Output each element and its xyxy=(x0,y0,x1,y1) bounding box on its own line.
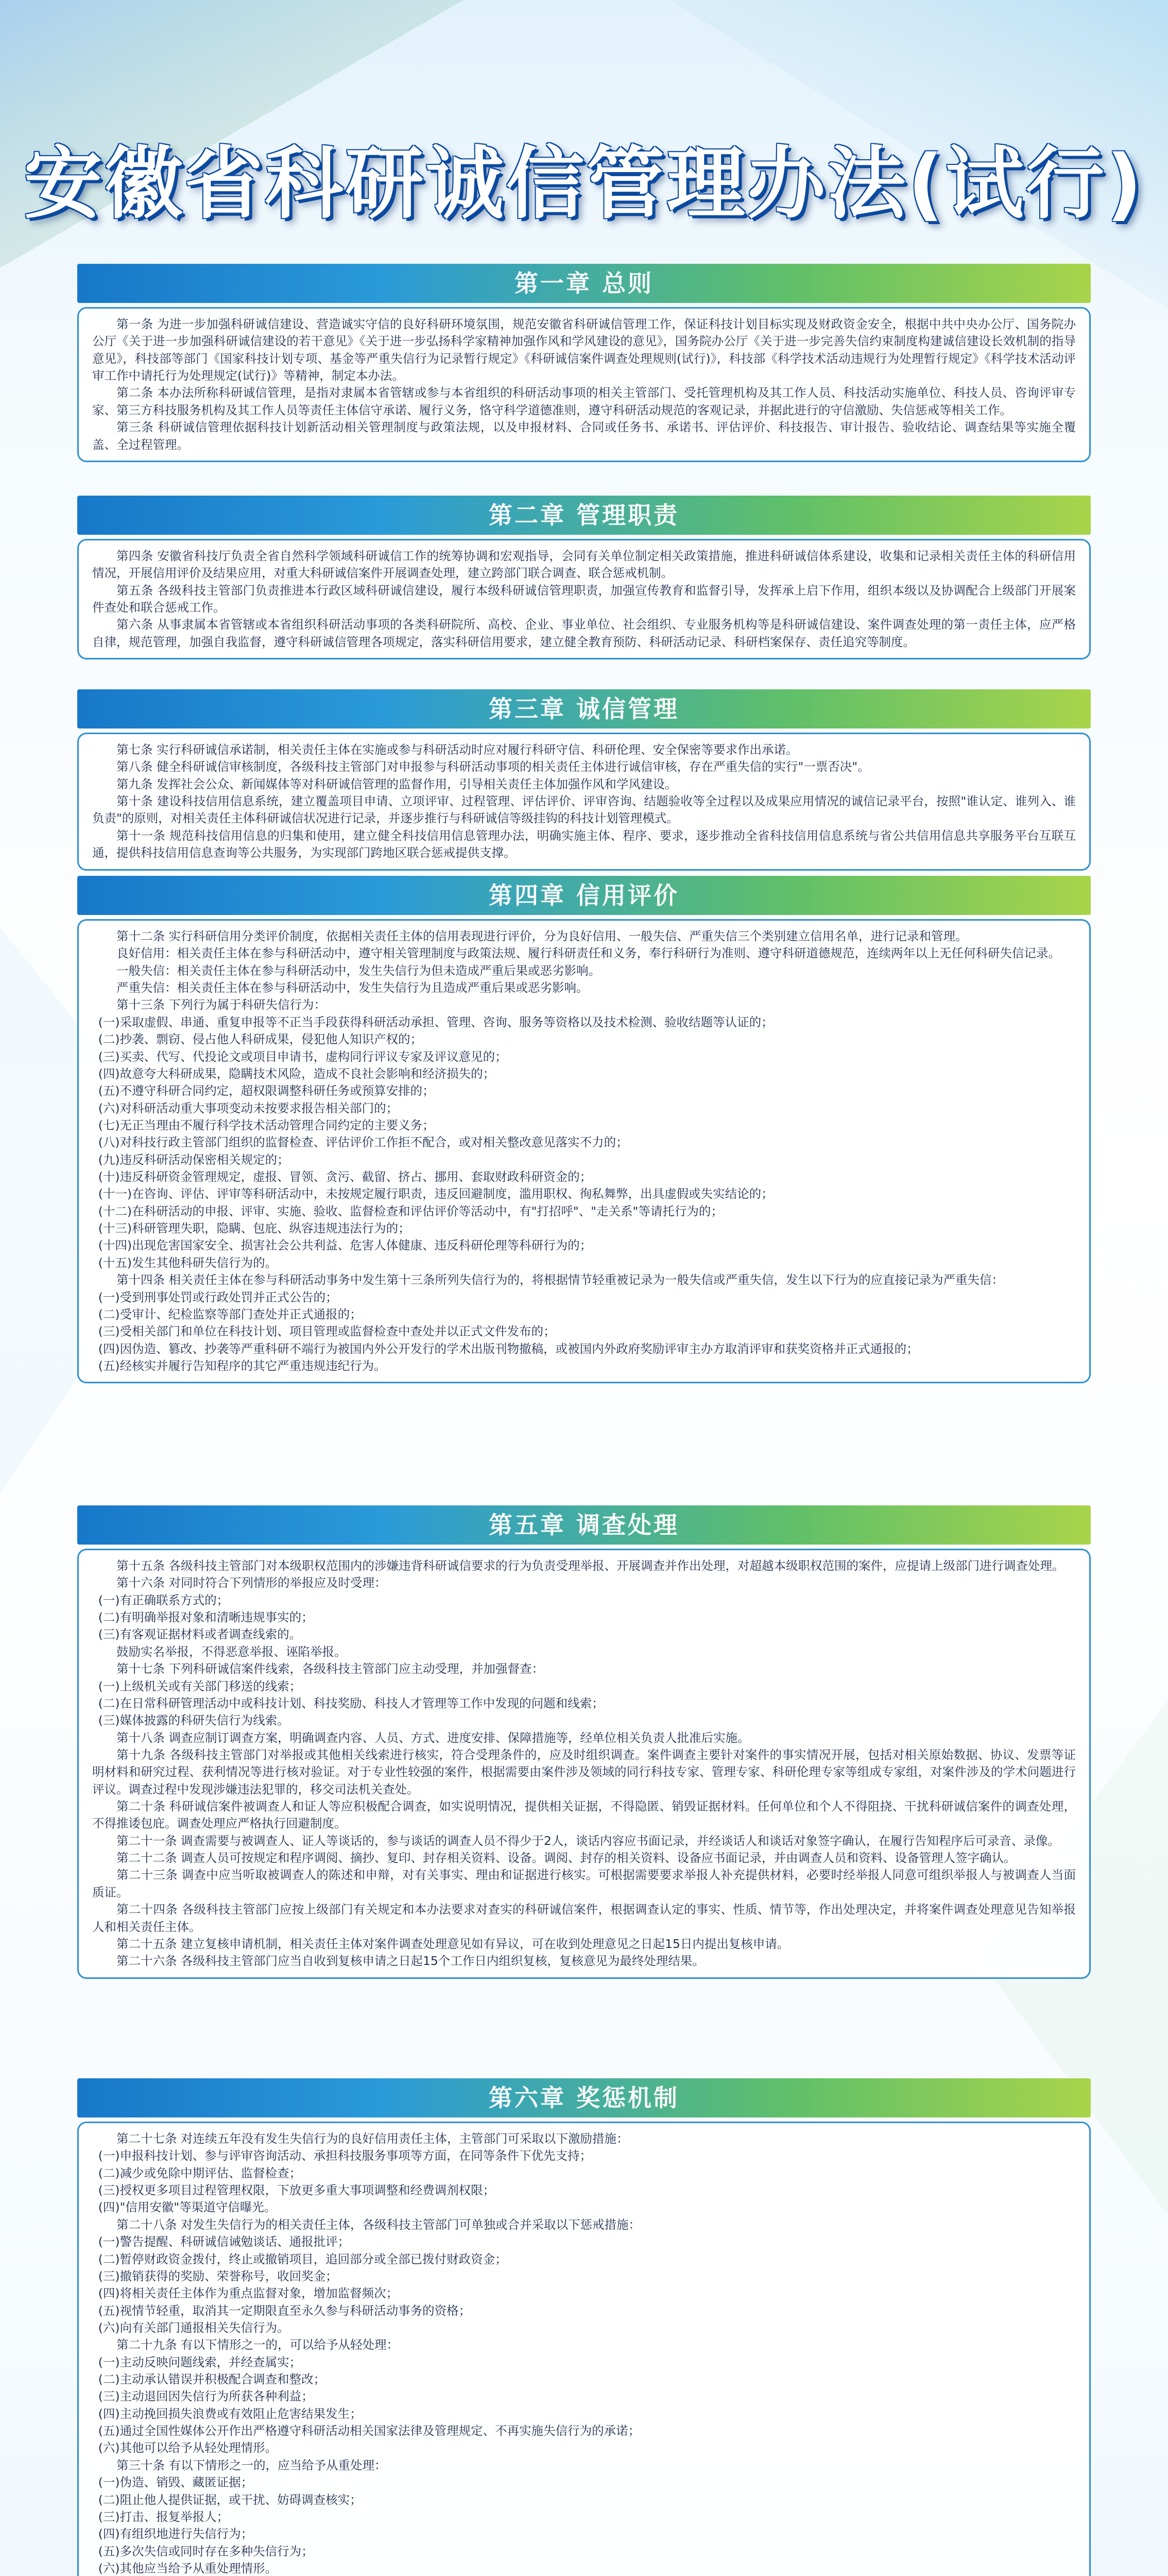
article: 第十一条 规范科技信用信息的归集和使用，建立健全科技信用信息管理办法，明确实施主体、程序、要求，逐步推动全省科技信用信息系统与省公共信用信息共享服务平台互联互通，提供科技信用信息查询等公共服务，为实现部门跨地区联合惩戒提供支撑。 xyxy=(92,828,1076,860)
article-item: (十二)在科研活动的申报、评审、实施、验收、监督检查和评估评价等活动中，有"打招呼"、"走关系"等请托行为的； xyxy=(98,1204,723,1218)
article-item: (三)受相关部门和单位在科技计划、项目管理或监督检查中查处并以正式文件发布的； xyxy=(98,1324,556,1339)
article-item: (九)违反科研活动保密相关规定的； xyxy=(98,1152,289,1167)
article: 第三条 科研诚信管理依据科技计划新活动相关管理制度与政策法规，以及申报材料、合同或任务书、承诺书、评估评价、科技报告、审计报告、验收结论、调查结果等实施全覆盖、全过程管理。 xyxy=(92,420,1076,452)
article-item: (十三)科研管理失职，隐瞒、包庇、纵容违规违法行为的； xyxy=(98,1221,410,1236)
article-item: (五)通过全国性媒体公开作出严格遵守科研活动相关国家法律及管理规定、不再实施失信行为的承诺； xyxy=(98,2424,641,2438)
article-item: (四)有组织地进行失信行为； xyxy=(98,2527,253,2541)
chapter-6-body xyxy=(77,2122,1091,2576)
article: 第十七条 下列科研诚信案件线索，各级科技主管部门应主动受理，并加强督查： xyxy=(116,1662,544,1676)
article: 第九条 发挥社会公众、新闻媒体等对科研诚信管理的监督作用，引导相关责任主体加强作风和学风建设。 xyxy=(116,776,677,791)
chapter-3 xyxy=(77,689,1091,871)
article: 第二十四条 各级科技主管部门应按上级部门有关规定和本办法要求对查实的科研诚信案件，根据调查认定的事实、性质、情节等，作出处理决定，并将案件调查处理意见告知举报人和相关责任主体。 xyxy=(92,1902,1076,1934)
article: 第六条 从事隶属本省管辖或本省组织科研活动事项的各类科研院所、高校、企业、事业单位、社会组织、专业服务机构等是科研诚信建设、案件调查处理的第一责任主体，应严格自律，规范管理，加强自我监督，遵守科研诚信管理各项规定，落实科研信用要求，建立健全教育预防、科研活动记录、科研档案保存、责任追究等制度。 xyxy=(92,617,1076,649)
article: 一般失信：相关责任主体在参与科研活动中，发生失信行为但未造成严重后果或恶劣影响。 xyxy=(116,963,600,978)
article: 第五条 各级科技主管部门负责推进本行政区域科研诚信建设，履行本级科研诚信管理职责，加强宣传教育和监督引导，发挥承上启下作用，组织本级以及协调配合上级部门开展案件查处和联合惩戒工作。 xyxy=(92,583,1076,615)
article-item: (五)多次失信或同时存在多种失信行为； xyxy=(98,2544,314,2558)
article-item: (四)将相关责任主体作为重点监督对象，增加监督频次； xyxy=(98,2286,399,2301)
article-item: (十五)发生其他科研失信行为的。 xyxy=(98,1255,278,1270)
chapter-1-body xyxy=(77,307,1091,462)
article-item: (七)无正当理由不履行科学技术活动管理合同约定的主要义务； xyxy=(98,1117,435,1132)
article-item: (二)受审计、纪检监察等部门查处并正式通报的； xyxy=(98,1307,362,1321)
article-item: (四)因伪造、篡改、抄袭等严重科研不端行为被国内外公开发行的学术出版刊物撤稿，或被国内外政府奖励评审主办方取消评审和获奖资格并正式通报的； xyxy=(98,1341,919,1356)
article-item: (十)违反科研资金管理规定，虚报、冒领、贪污、截留、挤占、挪用、套取财政科研资金的； xyxy=(98,1170,592,1184)
article: 第七条 实行科研诚信承诺制，相关责任主体在实施或参与科研活动时应对履行科研守信、科研伦理、安全保密等要求作出承诺。 xyxy=(116,742,798,757)
article-item: (一)主动反映问题线索，并经查属实； xyxy=(98,2354,302,2369)
chapter-2-heading: 第二章 管理职责 xyxy=(77,496,1091,535)
article-item: (二)暂停财政资金拨付，终止或撤销项目，追回部分或全部已拨付财政资金； xyxy=(98,2251,507,2266)
article-item: (一)申报科技计划、参与评审咨询活动、承担科技服务事项等方面，在同等条件下优先支持； xyxy=(98,2148,592,2163)
article-item: (五)不遵守科研合同约定，超权限调整科研任务或预算安排的； xyxy=(98,1083,435,1098)
article-item: (五)经核实并履行告知程序的其它严重违规违纪行为。 xyxy=(98,1358,386,1373)
article-item: (二)主动承认错误并积极配合调查和整改； xyxy=(98,2372,326,2387)
chapter-5 xyxy=(77,1505,1091,1979)
chapter-5-heading: 第五章 调查处理 xyxy=(77,1505,1091,1545)
chapter-4-heading: 第四章 信用评价 xyxy=(77,876,1091,915)
article-item: (四)故意夸大科研成果，隐瞒技术风险，造成不良社会影响和经济损失的； xyxy=(98,1066,495,1081)
article: 第三十条 有以下情形之一的，应当给予从重处理： xyxy=(116,2458,387,2472)
article-item: (六)向有关部门通报相关失信行为。 xyxy=(98,2320,289,2335)
article-item: (三)授权更多项目过程管理权限，下放更多重大事项调整和经费调剂权限； xyxy=(98,2183,495,2198)
chapter-2-body xyxy=(77,539,1091,659)
article: 良好信用：相关责任主体在参与科研活动中，遵守相关管理制度与政策法规、履行科研责任和义务，奉行科研行为准则、遵守科研道德规范，连续两年以上无任何科研失信记录。 xyxy=(116,946,1060,961)
article: 第十条 建设科技信用信息系统，建立覆盖项目申请、立项评审、过程管理、评估评价、评审咨询、结题验收等全过程以及成果应用情况的诚信记录平台，按照"谁认定、谁列入、谁负责"的原则，对相关责任主体科研诚信状况进行记录，并逐步推行与科研诚信等级挂钩的科技计划管理模式。 xyxy=(92,794,1076,826)
article-item: (二)有明确举报对象和清晰违规事实的； xyxy=(98,1610,314,1625)
article-item: (四)"信用安徽"等渠道守信曝光。 xyxy=(98,2200,277,2215)
article-item: (三)媒体披露的科研失信行为线索。 xyxy=(98,1713,289,1728)
chapter-3-body xyxy=(77,733,1091,871)
article: 第二十三条 调查中应当听取被调查人的陈述和申辩，对有关事实、理由和证据进行核实。可根据需要要求举报人补充提供材料，必要时经举报人同意可组织举报人与被调查人当面质证。 xyxy=(92,1868,1076,1900)
article: 第八条 健全科研诚信审核制度，各级科技主管部门对申报参与科研活动事项的相关责任主体进行诚信审核，存在严重失信的实行"一票否决"。 xyxy=(116,759,870,774)
article: 第二条 本办法所称科研诚信管理，是指对隶属本省管辖或参与本省组织的科研活动事项的相关主管部门、受托管理机构及其工作人员、科技活动实施单位、科技人员、咨询评审专家、第三方科技服务机构及其工作人员等责任主体信守承诺、履行义务，恪守科学道德准则，遵守科研活动规范的客观记录，并据此进行的守信激励、失信惩戒等相关工作。 xyxy=(92,385,1076,417)
article: 第十八条 调查应制订调查方案，明确调查内容、人员、方式、进度安排、保障措施等，经单位相关负责人批准后实施。 xyxy=(116,1730,750,1745)
chapter-1 xyxy=(77,264,1091,462)
article-item: (一)上级机关或有关部门移送的线索； xyxy=(98,1679,302,1693)
article-item: (二)抄袭、剽窃、侵占他人科研成果，侵犯他人知识产权的； xyxy=(98,1032,423,1047)
article: 第十五条 各级科技主管部门对本级职权范围内的涉嫌违背科研诚信要求的行为负责受理举报、开展调查并作出处理，对超越本级职权范围的案件，应提请上级部门进行调查处理。 xyxy=(116,1558,1064,1573)
article-item: (一)有正确联系方式的； xyxy=(98,1592,229,1607)
article-item: (一)采取虚假、串通、重复申报等不正当手段获得科研活动承担、管理、咨询、服务等资格以及技术检测、验收结题等认证的； xyxy=(98,1014,774,1029)
article: 严重失信：相关责任主体在参与科研活动中，发生失信行为且造成严重后果或恶劣影响。 xyxy=(116,980,589,995)
article-item: (十一)在咨询、评估、评审等科研活动中，未按规定履行职责，违反回避制度，滥用职权、徇私舞弊，出具虚假或失实结论的； xyxy=(98,1187,774,1201)
article-item: (三)有客观证据材料或者调查线索的。 xyxy=(98,1627,302,1642)
article-item: (一)伪造、销毁、藏匿证据； xyxy=(98,2475,253,2490)
article-item: (一)受到刑事处罚或行政处罚并正式公告的； xyxy=(98,1290,338,1304)
article-item: (三)撤销获得的奖励、荣誉称号，收回奖金； xyxy=(98,2268,338,2283)
article-item: (三)买卖、代写、代投论文或项目申请书，虚构同行评议专家及评议意见的； xyxy=(98,1049,507,1064)
article: 第二十条 科研诚信案件被调查人和证人等应积极配合调查，如实说明情况，提供相关证据，不得隐匿、销毁证据材料。任何单位和个人不得阻挠、干扰科研诚信案件的调查处理，不得推诿包庇。调查处理应严格执行回避制度。 xyxy=(92,1799,1076,1831)
article-item: (六)其他应当给予从重处理情形。 xyxy=(98,2561,278,2575)
article-item: (八)对科技行政主管部门组织的监督检查、评估评价工作拒不配合，或对相关整改意见落实不力的； xyxy=(98,1135,628,1150)
article: 第十二条 实行科研信用分类评价制度，依据相关责任主体的信用表现进行评价，分为良好信用、一般失信、严重失信三个类别建立信用名单，进行记录和管理。 xyxy=(116,929,968,943)
article: 第十六条 对同时符合下列情形的举报应及时受理： xyxy=(116,1575,387,1590)
article-item: (五)视情节轻重，取消其一定期限直至永久参与科研活动事务的资格； xyxy=(98,2303,471,2318)
article: 第二十八条 对发生失信行为的相关责任主体，各级科技主管部门可单独或合并采取以下惩戒措施： xyxy=(116,2217,641,2232)
article-item: (二)在日常科研管理活动中或科技计划、科技奖励、科技人才管理等工作中发现的问题和线索； xyxy=(98,1696,604,1710)
article-item: (十四)出现危害国家安全、损害社会公共利益、危害人体健康、违反科研伦理等科研行为的； xyxy=(98,1238,592,1253)
chapter-5-body xyxy=(77,1549,1091,1979)
article: 第二十六条 各级科技主管部门应当自收到复核申请之日起15个工作日内组织复核，复核意见为最终处理结果。 xyxy=(116,1954,705,1969)
article-item: (六)其他可以给予从轻处理情形。 xyxy=(98,2441,278,2455)
chapter-6-heading: 第六章 奖惩机制 xyxy=(77,2078,1091,2117)
chapter-4 xyxy=(77,876,1091,1383)
article-item: (二)阻止他人提供证据，或干扰、妨碍调查核实； xyxy=(98,2492,362,2507)
article-item: (三)打击、报复举报人； xyxy=(98,2509,229,2524)
article-item: (三)主动退回因失信行为所获各种利益； xyxy=(98,2389,314,2404)
article: 第二十七条 对连续五年没有发生失信行为的良好信用责任主体，主管部门可采取以下激励措施： xyxy=(116,2131,629,2146)
article-item: (一)警告提醒、科研诚信诫勉谈话、通报批评； xyxy=(98,2234,350,2249)
article: 第四条 安徽省科技厅负责全省自然科学领域科研诚信工作的统筹协调和宏观指导，会同有关单位制定相关政策措施，推进科研诚信体系建设，收集和记录相关责任主体的科研信用情况，开展信用评价及结果应用，对重大科研诚信案件开展调查处理，建立跨部门联合调查、联合惩戒机制。 xyxy=(92,549,1076,581)
chapter-6 xyxy=(77,2078,1091,2576)
page-title: 安徽省科研诚信管理办法(试行) xyxy=(24,138,1144,229)
article-item: (六)对科研活动重大事项变动未按要求报告相关部门的； xyxy=(98,1100,399,1115)
article: 鼓励实名举报，不得恶意举报、诬陷举报。 xyxy=(116,1644,347,1659)
chapter-2 xyxy=(77,496,1091,659)
article: 第一条 为进一步加强科研诚信建设、营造诚实守信的良好科研环境氛围，规范安徽省科研诚信管理工作，保证科技计划目标实现及财政资金安全，根据中共中央办公厅、国务院办公厅《关于进一步加强科研诚信建设的若干意见》《关于进一步弘扬科学家精神加强作风和学风建设的意见》，国务院办公厅《关于进一步完善失信约束制度构建诚信建设长效机制的指导意见》，科技部等部门《国家科技计划专项、基金等严重失信行为记录暂行规定》《科研诚信案件调查处理规则(试行)》，科技部《科学技术活动违规行为处理暂行规定》《科学技术活动评审工作中请托行为处理规定(试行)》等精神，制定本办法。 xyxy=(92,317,1076,383)
article: 第十三条 下列行为属于科研失信行为： xyxy=(116,997,326,1012)
article: 第十九条 各级科技主管部门对举报或其他相关线索进行核实，符合受理条件的，应及时组织调查。案件调查主要针对案件的事实情况开展，包括对相关原始数据、协议、发票等证明材料和研究过程、获利情况等进行核对验证。对于专业性较强的案件，根据需要由案件涉及领域的同行科技专家、管理专家、科研伦理专家等组成专家组，对案件涉及的学术问题进行评议。调查过程中发现涉嫌违法犯罪的，移交司法机关查处。 xyxy=(92,1747,1076,1797)
article: 第二十二条 调查人员可按规定和程序调阅、摘抄、复印、封存相关资料、设备。调阅、封存的相关资料、设备应书面记录，并由调查人员和资料、设备管理人签字确认。 xyxy=(116,1851,1016,1866)
article: 第二十五条 建立复核申请机制，相关责任主体对案件调查处理意见如有异议，可在收到处理意见之日起15日内提出复核申请。 xyxy=(116,1936,789,1951)
chapter-1-heading: 第一章 总则 xyxy=(77,264,1091,303)
chapter-4-body xyxy=(77,919,1091,1383)
article-item: (二)减少或免除中期评估、监督检查； xyxy=(98,2165,302,2180)
article: 第十四条 相关责任主体在参与科研活动事务中发生第十三条所列失信行为的，将根据情节轻重被记录为一般失信或严重失信，发生以下行为的应直接记录为严重失信： xyxy=(116,1273,1004,1287)
article-item: (四)主动挽回损失浪费或有效阻止危害结果发生； xyxy=(98,2406,362,2421)
chapter-3-heading: 第三章 诚信管理 xyxy=(77,689,1091,728)
article: 第二十一条 调查需要与被调查人、证人等谈话的，参与谈话的调查人员不得少于2人，谈话内容应书面记录，并经谈话人和谈话对象签字确认，在履行告知程序后可录音、录像。 xyxy=(116,1833,1060,1848)
article: 第二十九条 有以下情形之一的，可以给予从轻处理： xyxy=(116,2337,399,2352)
